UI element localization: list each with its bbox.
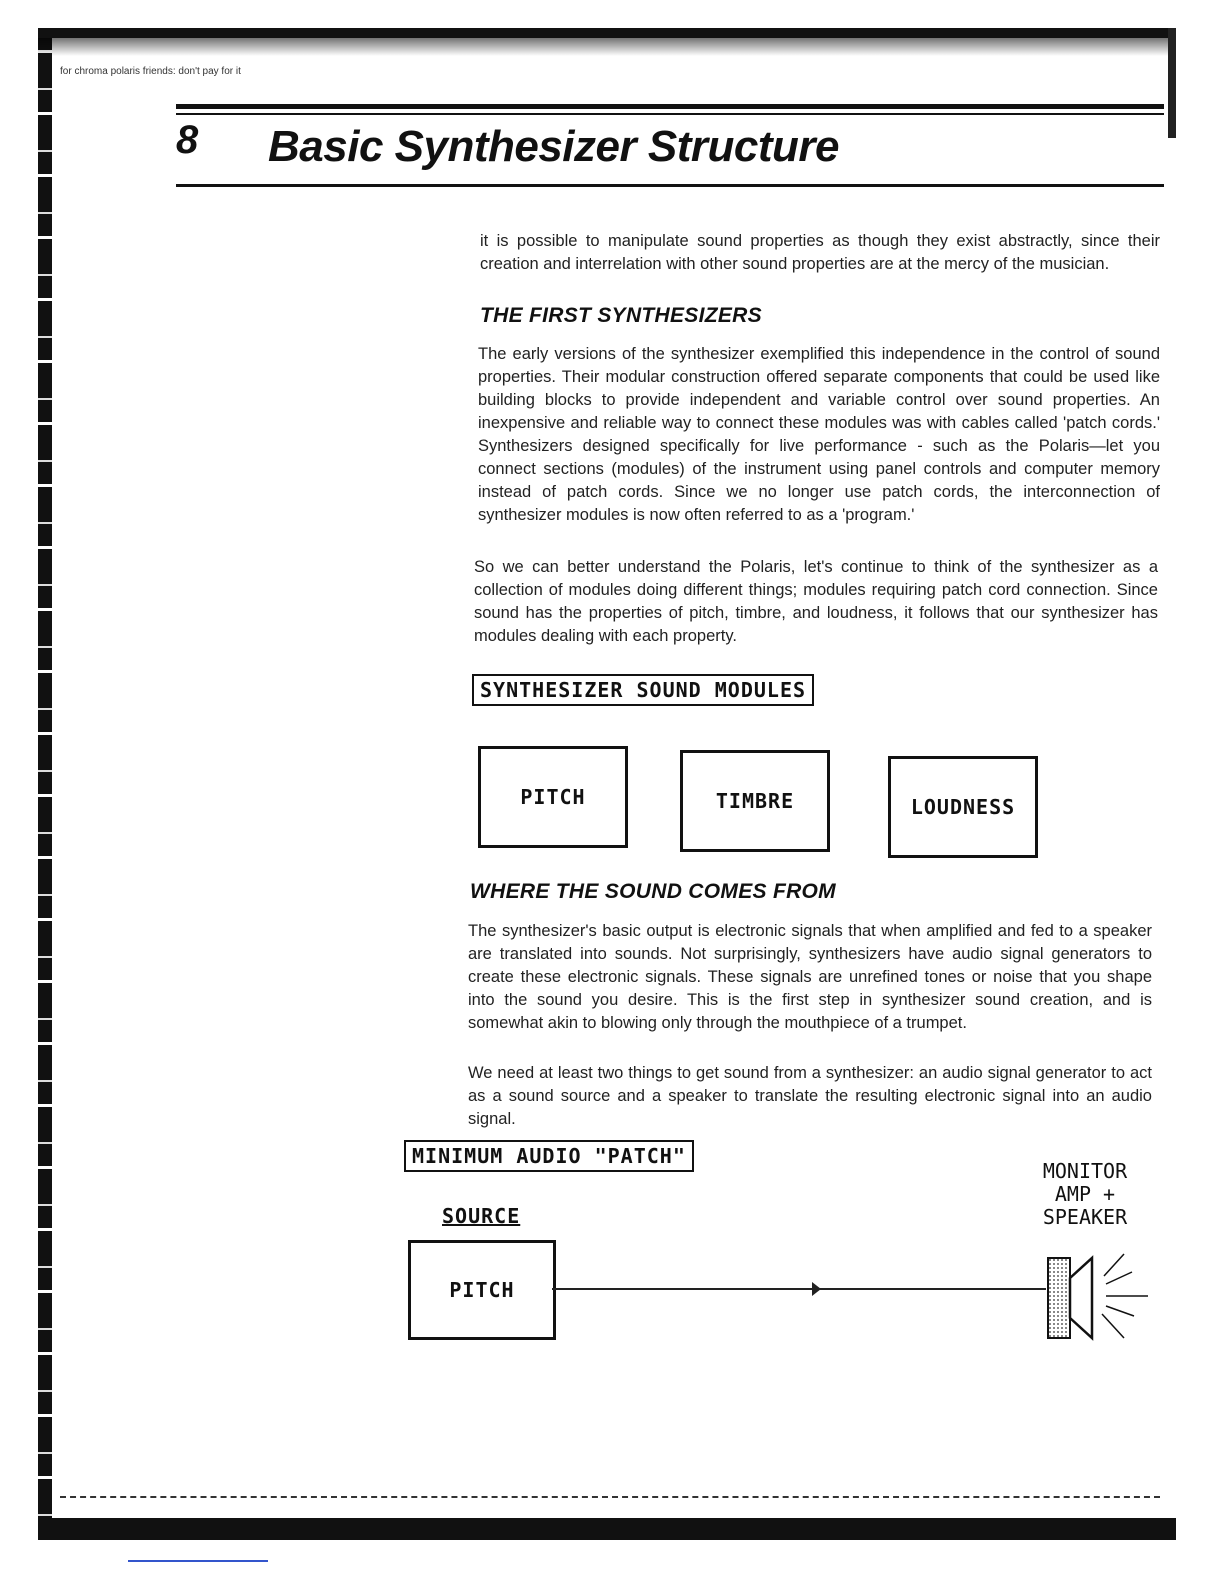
scan-edge-bottom [38, 1518, 1176, 1540]
header-rule [176, 184, 1164, 187]
paragraph-sound-source: The synthesizer's basic output is electronic signals that when amplified and fed to a speaker are translated into sounds. Not surprisingly, synthesizers have audio signal generators to create these electronic signals. These signals are unrefined tones or noise that you shape into the sound you desire. This is the first step in synthesizer sound creation, and is somewhat akin to blowing only through the mouthpiece of a trumpet. [468, 922, 1152, 1032]
figure-label-sound-modules: SYNTHESIZER SOUND MODULES [472, 674, 814, 706]
monitor-label [1030, 1160, 1140, 1229]
tear-line [60, 1496, 1160, 1498]
intro-paragraph: it is possible to manipulate sound properties as though they exist abstractly, since their creation and interrelation with other sound properties are at the mercy of the musician. [480, 232, 1160, 273]
signal-line [552, 1288, 1046, 1290]
header-rule [176, 104, 1164, 109]
module-box-source-pitch: PITCH [408, 1240, 556, 1340]
scan-edge-top [38, 28, 1176, 38]
blue-mark [128, 1560, 268, 1562]
scan-edge-left [38, 28, 52, 1538]
module-box-timbre: TIMBRE [680, 750, 830, 852]
page-title: Basic Synthesizer Structure [268, 122, 839, 171]
section-heading-first-synthesizers: THE FIRST SYNTHESIZERS [480, 304, 762, 327]
module-box-pitch: PITCH [478, 746, 628, 848]
monitor-label-line: MONITOR [1042, 1159, 1128, 1183]
figure-label-minimum-patch: MINIMUM AUDIO "PATCH" [404, 1140, 694, 1172]
source-label: SOURCE [442, 1204, 521, 1228]
speaker-icon [1040, 1250, 1152, 1346]
paragraph-first-synthesizers: The early versions of the synthesizer exemplified this independence in the control of sound properties. Their modular construction offered separate components that could be used like building blocks to provide independent and variable control over sound properties. An inexpensive and reliable way to connect these modules was with cables called 'patch cords.' Synthesizers designed specifically for live performance - such as the Polaris—let you connect sections (modules) of the instrument using panel controls and computer memory instead of patch cords. Since we no longer use patch cords, the interconnection of synthesizer modules is now often referred to as a 'program.' [478, 345, 1160, 524]
paragraph-modules: So we can better understand the Polaris, let's continue to think of the synthesizer as a collection of modules doing different things; modules requiring patch cord connection. Since sound has the properties of pitch, timbre, and loudness, it follows that our synthesizer has modules dealing with each property. [474, 558, 1158, 645]
scan-shadow-top [38, 38, 1176, 56]
header-rule [176, 113, 1164, 115]
page-number: 8 [176, 118, 199, 162]
watermark: for chroma polaris friends: don't pay for it [60, 66, 241, 77]
arrow-head-icon [812, 1282, 821, 1296]
monitor-label-line: AMP + [1054, 1182, 1116, 1206]
monitor-label-line: SPEAKER [1042, 1205, 1128, 1229]
module-box-loudness: LOUDNESS [888, 756, 1038, 858]
paragraph-minimum-patch: We need at least two things to get sound from a synthesizer: an audio signal generator to act as a sound source and a speaker to translate the resulting electronic signal into an audio signal. [468, 1064, 1152, 1128]
scan-edge-right [1168, 28, 1176, 138]
section-heading-sound-source: WHERE THE SOUND COMES FROM [470, 880, 836, 903]
scan-margin [0, 0, 38, 1584]
